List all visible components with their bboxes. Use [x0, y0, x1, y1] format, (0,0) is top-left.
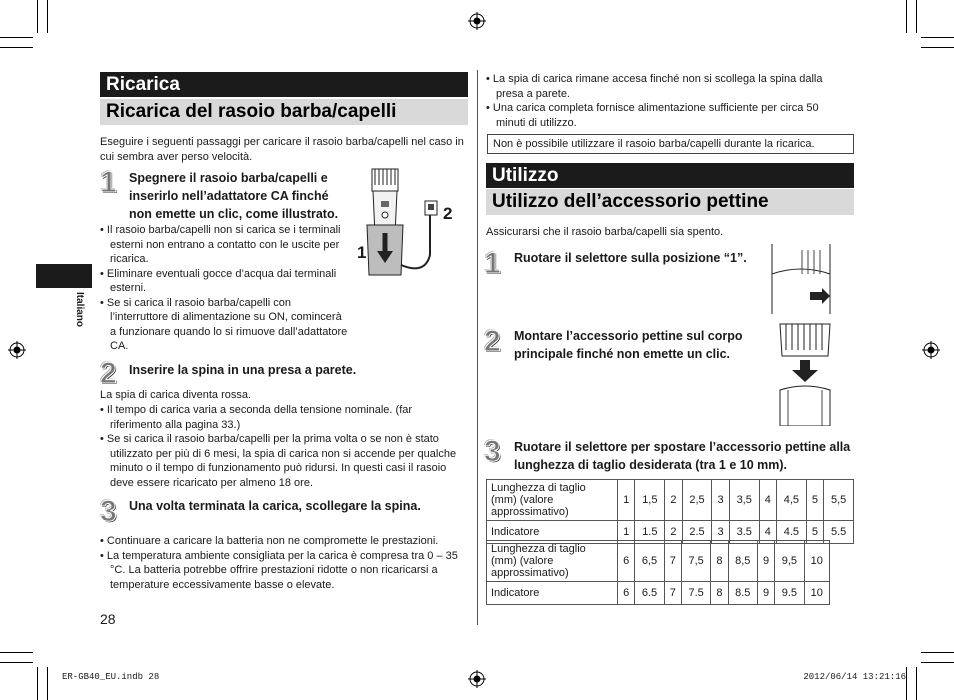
table-cell: 8,5 [728, 541, 757, 582]
table-cell: 9.5 [775, 582, 804, 605]
step-title: Montare l’accessorio pettine sul corpo principale finché non emette un clic. [514, 329, 743, 361]
table-cell: 3.5 [729, 521, 759, 544]
figure-label-2: 2 [443, 204, 453, 223]
footer-file: ER-GB40_EU.indb 28 [62, 672, 160, 682]
step2-bullets [100, 403, 465, 490]
table-cell: 5 [806, 521, 823, 544]
crop-mark [921, 662, 954, 663]
table-cell: 8.5 [728, 582, 757, 605]
footer-date: 2012/06/14 13:21:16 [803, 672, 906, 682]
table-cell: 5 [806, 480, 823, 521]
page-number: 28 [100, 611, 116, 627]
table-cell: 1,5 [635, 480, 665, 521]
step-number: 3 [100, 495, 117, 528]
intro-text: Assicurarsi che il rasoio barba/capelli sia spento. [486, 226, 724, 238]
crop-mark [921, 37, 954, 38]
table-header: Indicatore [487, 582, 618, 605]
table-cell: 3 [712, 480, 729, 521]
step-title: Una volta terminata la carica, scollegare la spina. [129, 499, 421, 513]
table-cell: 7.5 [681, 582, 710, 605]
table-cell: 10 [804, 541, 829, 582]
table-cell: 9,5 [775, 541, 804, 582]
step-number: 1 [484, 247, 501, 280]
crop-mark [906, 667, 907, 700]
subsection-title: Ricarica del rasoio barba/capelli [100, 99, 468, 125]
step1-bullets [100, 223, 350, 354]
crop-mark [47, 0, 48, 33]
table-row [487, 541, 830, 582]
table-cell: 1 [618, 521, 635, 544]
figure-label-1: 1 [357, 243, 367, 262]
table-cell: 4,5 [777, 480, 807, 521]
crop-mark [37, 667, 38, 700]
table-header: Indicatore [487, 521, 618, 544]
bullet-item: • Continuare a caricare la batteria non ne compromette le prestazioni. [100, 534, 470, 549]
table-cell: 9 [757, 541, 774, 582]
step-text: La spia di carica diventa rossa. [100, 389, 252, 401]
bullet-item: • Il tempo di carica varia a seconda della tensione nominale. (far riferimento alla pagina 33.) [100, 403, 465, 432]
table-cell: 4.5 [777, 521, 807, 544]
language-tab [36, 264, 92, 288]
crop-mark [47, 667, 48, 700]
bullet-item: • La spia di carica rimane accesa finché non si scollega la spina dalla presa a parete. [486, 72, 846, 101]
table-cell: 3 [712, 521, 729, 544]
step3-bullets [100, 534, 470, 592]
charging-bullets [486, 72, 846, 130]
bullet-item: • Se si carica il rasoio barba/capelli con l’interruttore di alimentazione su ON, comincerà a funzionare quando lo si rimuove dall’adattatore CA. [100, 296, 350, 354]
step-title: Spegnere il rasoio barba/capelli e inserirlo nell’adattatore CA finché non emette un clic, come illustrato. [129, 171, 339, 221]
table-cell: 8 [711, 541, 728, 582]
bullet-item: • La temperatura ambiente consigliata per la carica è compresa tra 0 – 35 °C. La batteria potrebbe offrire prestazioni ridotte o non ricaricarsi a temperature eccessivamente basse o elevate. [100, 549, 470, 593]
table-cell: 7 [664, 582, 681, 605]
crop-mark [0, 652, 33, 653]
table-header: Lunghezza di taglio (mm) (valore approssimativo) [487, 480, 618, 521]
table-header: Lunghezza di taglio (mm) (valore approssimativo) [487, 541, 618, 582]
step-title: Ruotare il selettore sulla posizione “1”. [514, 251, 747, 265]
table-cell: 5,5 [824, 480, 854, 521]
crop-mark [0, 37, 33, 38]
crop-mark [921, 652, 954, 653]
table-cell: 9 [757, 582, 774, 605]
bullet-item: • Il rasoio barba/capelli non si carica se i terminali esterni non entrano a contatto con le uscite per ricarica. [100, 223, 350, 267]
dial-setting-illustration [766, 244, 836, 314]
table-cell: 6 [618, 582, 635, 605]
table-cell: 6.5 [635, 582, 664, 605]
language-label: Italiano [74, 292, 85, 328]
crop-mark [921, 47, 954, 48]
table-cell: 6 [618, 541, 635, 582]
crop-mark [37, 0, 38, 33]
intro-text: Eseguire i seguenti passaggi per caricare il rasoio barba/capelli nel caso in cui sembra aver perso velocità. [100, 136, 464, 163]
step-number: 1 [100, 166, 117, 199]
registration-mark-icon [8, 341, 26, 359]
crop-mark [0, 662, 33, 663]
step-number: 2 [484, 325, 501, 358]
registration-mark-icon [922, 341, 940, 359]
table-cell: 3,5 [729, 480, 759, 521]
table-row [487, 582, 830, 605]
table-cell: 10 [804, 582, 829, 605]
crop-mark [0, 47, 33, 48]
bullet-item: • Una carica completa fornisce alimentazione sufficiente per circa 50 minuti di utilizzo. [486, 101, 846, 130]
table-cell: 6,5 [635, 541, 664, 582]
table-cell: 1.5 [635, 521, 665, 544]
step-number: 2 [100, 357, 117, 390]
table-cell: 7 [664, 541, 681, 582]
table-cell: 7,5 [681, 541, 710, 582]
table-cell: 2.5 [682, 521, 712, 544]
registration-mark-icon [468, 670, 486, 688]
cut-length-table-2 [486, 540, 830, 605]
table-cell: 2 [665, 521, 682, 544]
step-title: Ruotare il selettore per spostare l’accessorio pettine alla lunghezza di taglio desiderata (tra 1 e 10 mm). [514, 440, 851, 472]
crop-mark [916, 0, 917, 33]
table-cell: 4 [759, 480, 776, 521]
table-cell: 1 [618, 480, 635, 521]
table-cell: 2 [665, 480, 682, 521]
note-box: Non è possibile utilizzare il rasoio barba/capelli durante la ricarica. [487, 134, 854, 154]
bullet-item: • Se si carica il rasoio barba/capelli per la prima volta o se non è stato utilizzato per più di 6 mesi, la spia di carica non si accende per qualche minuto o il tempo di funzionamento può ridursi. In questi casi il rasoio deve essere ricaricato per almeno 18 ore. [100, 432, 465, 490]
step-title: Inserire la spina in una presa a parete. [129, 363, 357, 377]
registration-mark-icon [468, 12, 486, 30]
step-number: 3 [484, 435, 501, 468]
table-cell: 8 [711, 582, 728, 605]
subsection-title: Utilizzo dell’accessorio pettine [486, 189, 854, 215]
section-title-utilizzo: Utilizzo [486, 163, 854, 188]
bullet-item: • Eliminare eventuali gocce d’acqua dai terminali esterni. [100, 267, 350, 296]
table-row [487, 480, 854, 521]
comb-attachment-illustration [774, 320, 836, 426]
table-cell: 4 [759, 521, 776, 544]
column-divider [477, 70, 478, 625]
crop-mark [906, 0, 907, 33]
crop-mark [916, 667, 917, 700]
section-title-ricarica: Ricarica [100, 72, 468, 97]
table-cell: 2,5 [682, 480, 712, 521]
cut-length-table-1 [486, 479, 854, 544]
table-cell: 5.5 [824, 521, 854, 544]
